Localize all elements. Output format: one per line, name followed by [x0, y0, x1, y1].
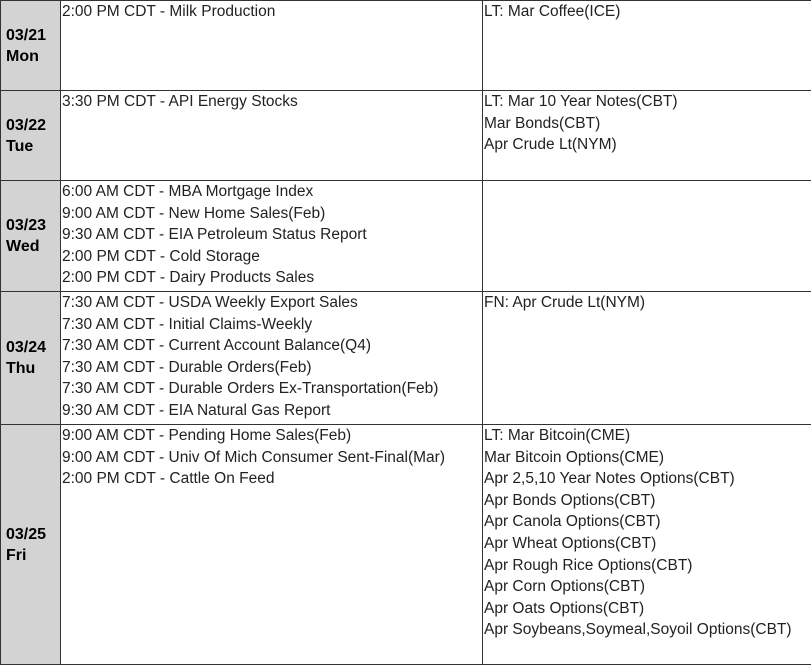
note-item: Apr Wheat Options(CBT) [484, 534, 657, 552]
note-item: Mar Bitcoin Options(CME) [484, 448, 665, 466]
notes-cell [483, 1, 811, 91]
events-cell [61, 425, 483, 665]
note-item: FN: Apr Crude Lt(NYM) [484, 294, 646, 311]
day-date: 03/23 [6, 217, 47, 234]
events-cell [61, 181, 483, 292]
event-item: 9:00 AM CDT - Univ Of Mich Consumer Sent-Final(Mar) [62, 448, 446, 466]
note-item: Apr Oats Options(CBT) [484, 599, 645, 617]
day-weekday: Mon [6, 47, 39, 65]
day-weekday: Thu [6, 360, 36, 377]
event-item: 9:30 AM CDT - EIA Natural Gas Report [62, 401, 331, 419]
notes-cell [483, 181, 811, 292]
day-cell [1, 292, 61, 425]
day-cell [1, 91, 61, 181]
event-item: 9:30 AM CDT - EIA Petroleum Status Report [62, 226, 367, 244]
event-item: 9:00 AM CDT - New Home Sales(Feb) [62, 204, 326, 222]
events-cell [61, 1, 483, 91]
calendar-row-0323 [1, 181, 811, 292]
day-date: 03/24 [6, 339, 47, 356]
note-item: Apr Crude Lt(NYM) [484, 136, 617, 154]
notes-cell [483, 91, 811, 181]
event-item: 2:00 PM CDT - Dairy Products Sales [62, 269, 315, 287]
event-item: 7:30 AM CDT - Durable Orders(Feb) [62, 358, 312, 376]
note-item: Apr Canola Options(CBT) [484, 513, 661, 531]
day-date: 03/22 [6, 116, 47, 134]
note-item: LT: Mar Bitcoin(CME) [484, 427, 631, 444]
calendar-row-0325 [1, 425, 811, 665]
note-item: Apr Corn Options(CBT) [484, 578, 646, 596]
note-item: Apr Soybeans,Soymeal,Soyoil Options(CBT) [484, 621, 792, 639]
calendar-row-0322 [1, 91, 811, 181]
note-item: Mar Bonds(CBT) [484, 114, 601, 132]
event-item: 7:30 AM CDT - USDA Weekly Export Sales [62, 294, 358, 311]
event-item: 6:00 AM CDT - MBA Mortgage Index [62, 183, 314, 200]
notes-cell [483, 425, 811, 665]
day-cell [1, 425, 61, 665]
note-item: Apr 2,5,10 Year Notes Options(CBT) [484, 470, 735, 488]
event-item: 2:00 PM CDT - Milk Production [62, 3, 276, 20]
note-item: Apr Rough Rice Options(CBT) [484, 556, 693, 574]
event-item: 7:30 AM CDT - Durable Orders Ex-Transportation(Feb) [62, 380, 439, 398]
calendar-row-0324 [1, 292, 811, 425]
note-item: LT: Mar 10 Year Notes(CBT) [484, 93, 678, 110]
events-cell [61, 91, 483, 181]
day-weekday: Tue [6, 137, 34, 155]
event-item: 7:30 AM CDT - Initial Claims-Weekly [62, 315, 313, 333]
note-item: LT: Mar Coffee(ICE) [484, 3, 621, 20]
day-cell [1, 181, 61, 292]
event-item: 2:00 PM CDT - Cattle On Feed [62, 470, 275, 488]
calendar-row-0321 [1, 1, 811, 91]
notes-cell [483, 292, 811, 425]
event-item: 3:30 PM CDT - API Energy Stocks [62, 93, 298, 110]
events-cell [61, 292, 483, 425]
day-date: 03/21 [6, 26, 47, 44]
note-item: Apr Bonds Options(CBT) [484, 491, 656, 509]
day-weekday: Fri [6, 546, 27, 564]
event-item: 2:00 PM CDT - Cold Storage [62, 247, 260, 265]
day-date: 03/25 [6, 525, 47, 543]
event-item: 9:00 AM CDT - Pending Home Sales(Feb) [62, 427, 352, 444]
day-weekday: Wed [6, 238, 40, 255]
day-cell [1, 1, 61, 91]
event-item: 7:30 AM CDT - Current Account Balance(Q4) [62, 337, 371, 355]
